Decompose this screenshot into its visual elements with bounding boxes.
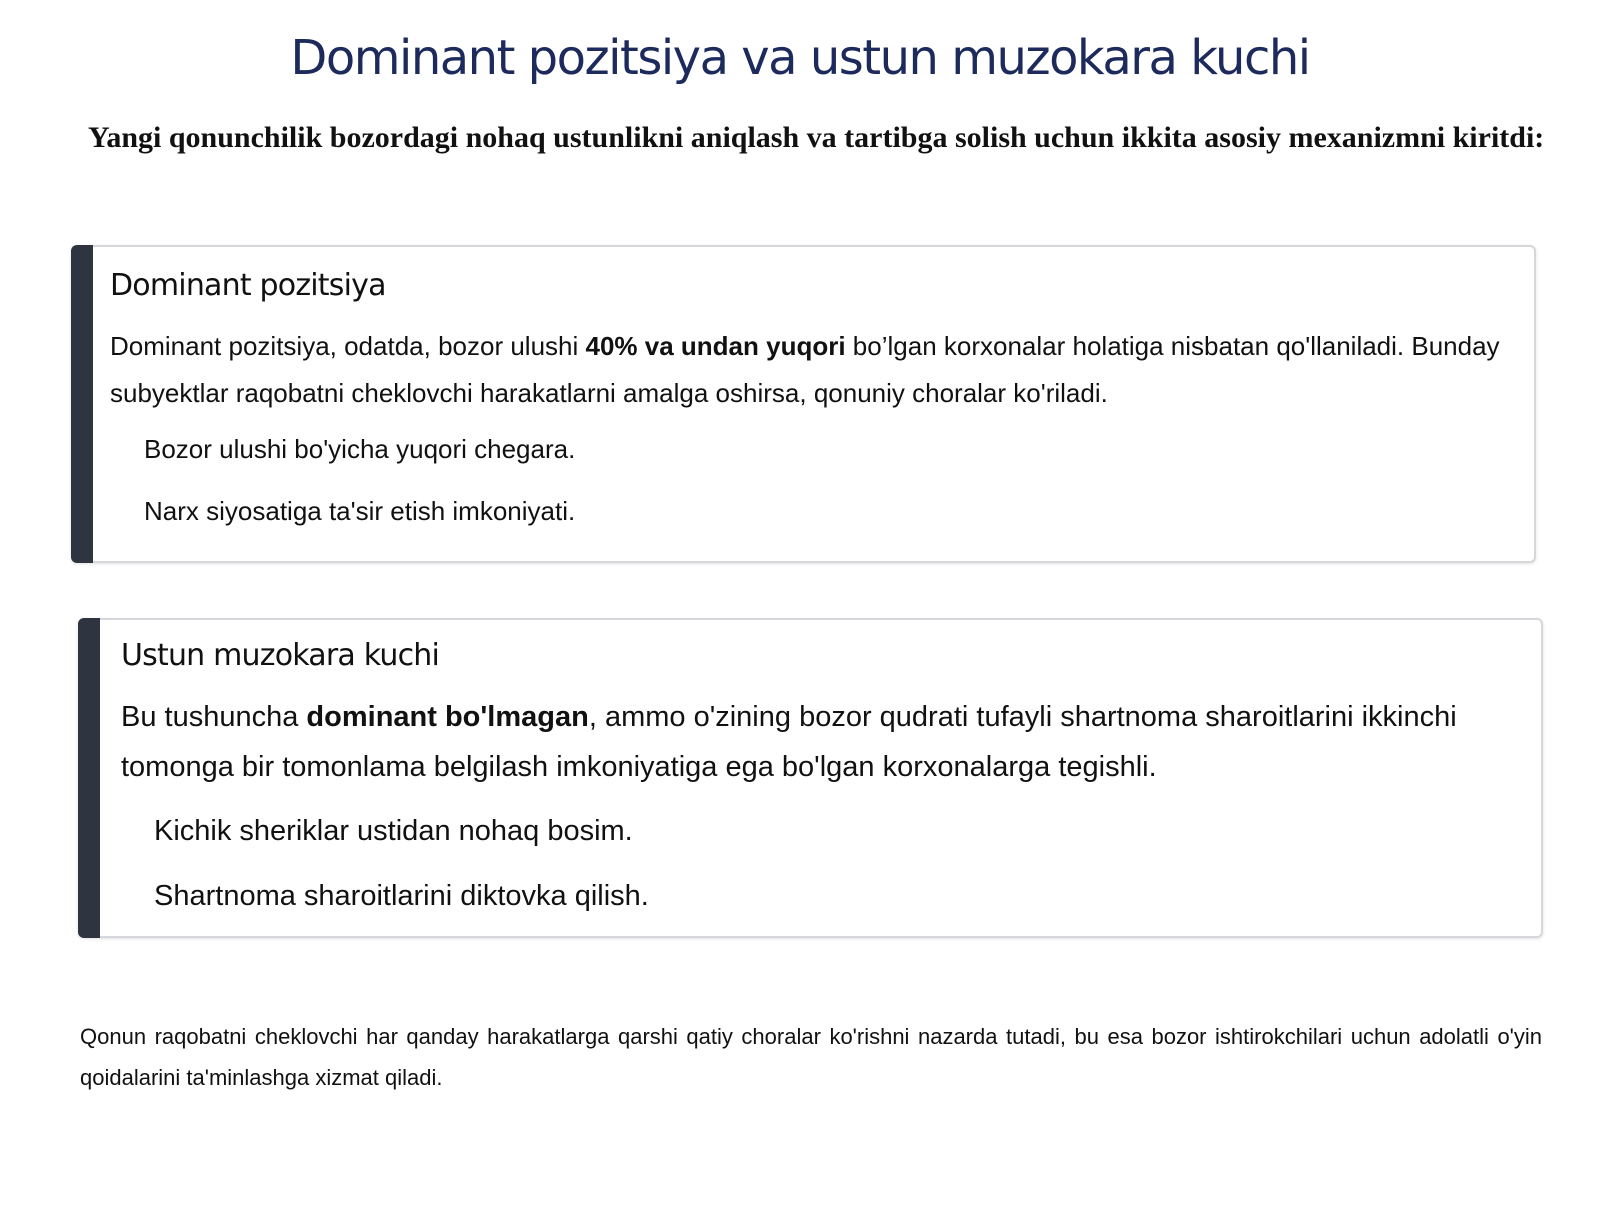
intro-text: Yangi qonunchilik bozordagi nohaq ustunlikni aniqlash va tartibga solish uchun ikkita asosiy mexanizmni kiritdi: bbox=[88, 121, 1545, 154]
list-item: Bozor ulushi bo'yicha yuqori chegara. bbox=[144, 434, 576, 464]
page-title: Dominant pozitsiya va ustun muzokara kuchi bbox=[290, 30, 1310, 86]
list-item: Narx siyosatiga ta'sir etish imkoniyati. bbox=[144, 496, 576, 526]
desc-text: Dominant pozitsiya, odatda, bozor ulushi bbox=[110, 331, 586, 361]
card-accent-bar bbox=[78, 618, 100, 938]
dominant-position-card bbox=[71, 245, 1536, 563]
card-title: Dominant pozitsiya bbox=[110, 268, 386, 303]
card-description bbox=[110, 323, 1570, 417]
list-item: Kichik sheriklar ustidan nohaq bosim. bbox=[154, 815, 633, 847]
desc-text: , ammo o'zining bozor qudrati tufayli shartnoma sharoitlarini ikkinchi tomonga bir tomonlama belgilash imkoniyatiga ega bo'lgan korxonalarga tegishli. bbox=[121, 701, 1457, 783]
bargaining-power-card bbox=[78, 618, 1543, 938]
list-item: Shartnoma sharoitlarini diktovka qilish. bbox=[154, 880, 649, 912]
desc-highlight: dominant bo'lmagan bbox=[306, 701, 589, 733]
card-title: Ustun muzokara kuchi bbox=[121, 638, 440, 673]
card-description bbox=[121, 692, 1501, 792]
desc-text: bo’lgan korxonalar holatiga nisbatan qo'llaniladi. Bunday subyektlar raqobatni cheklovchi harakatlarni amalga oshirsa, qonuniy choralar ko'riladi. bbox=[110, 331, 1500, 408]
conclusion-text: Qonun raqobatni cheklovchi har qanday harakatlarga qarshi qatiy choralar ko'rishni nazarda tutadi, bu esa bozor ishtirokchilari uchun adolatli o'yin qoidalarini ta'minlashga xizmat qiladi. bbox=[80, 1024, 1542, 1090]
desc-text: Bu tushuncha bbox=[121, 701, 307, 733]
desc-highlight: 40% va undan yuqori bbox=[585, 331, 846, 361]
card-accent-bar bbox=[71, 245, 93, 563]
